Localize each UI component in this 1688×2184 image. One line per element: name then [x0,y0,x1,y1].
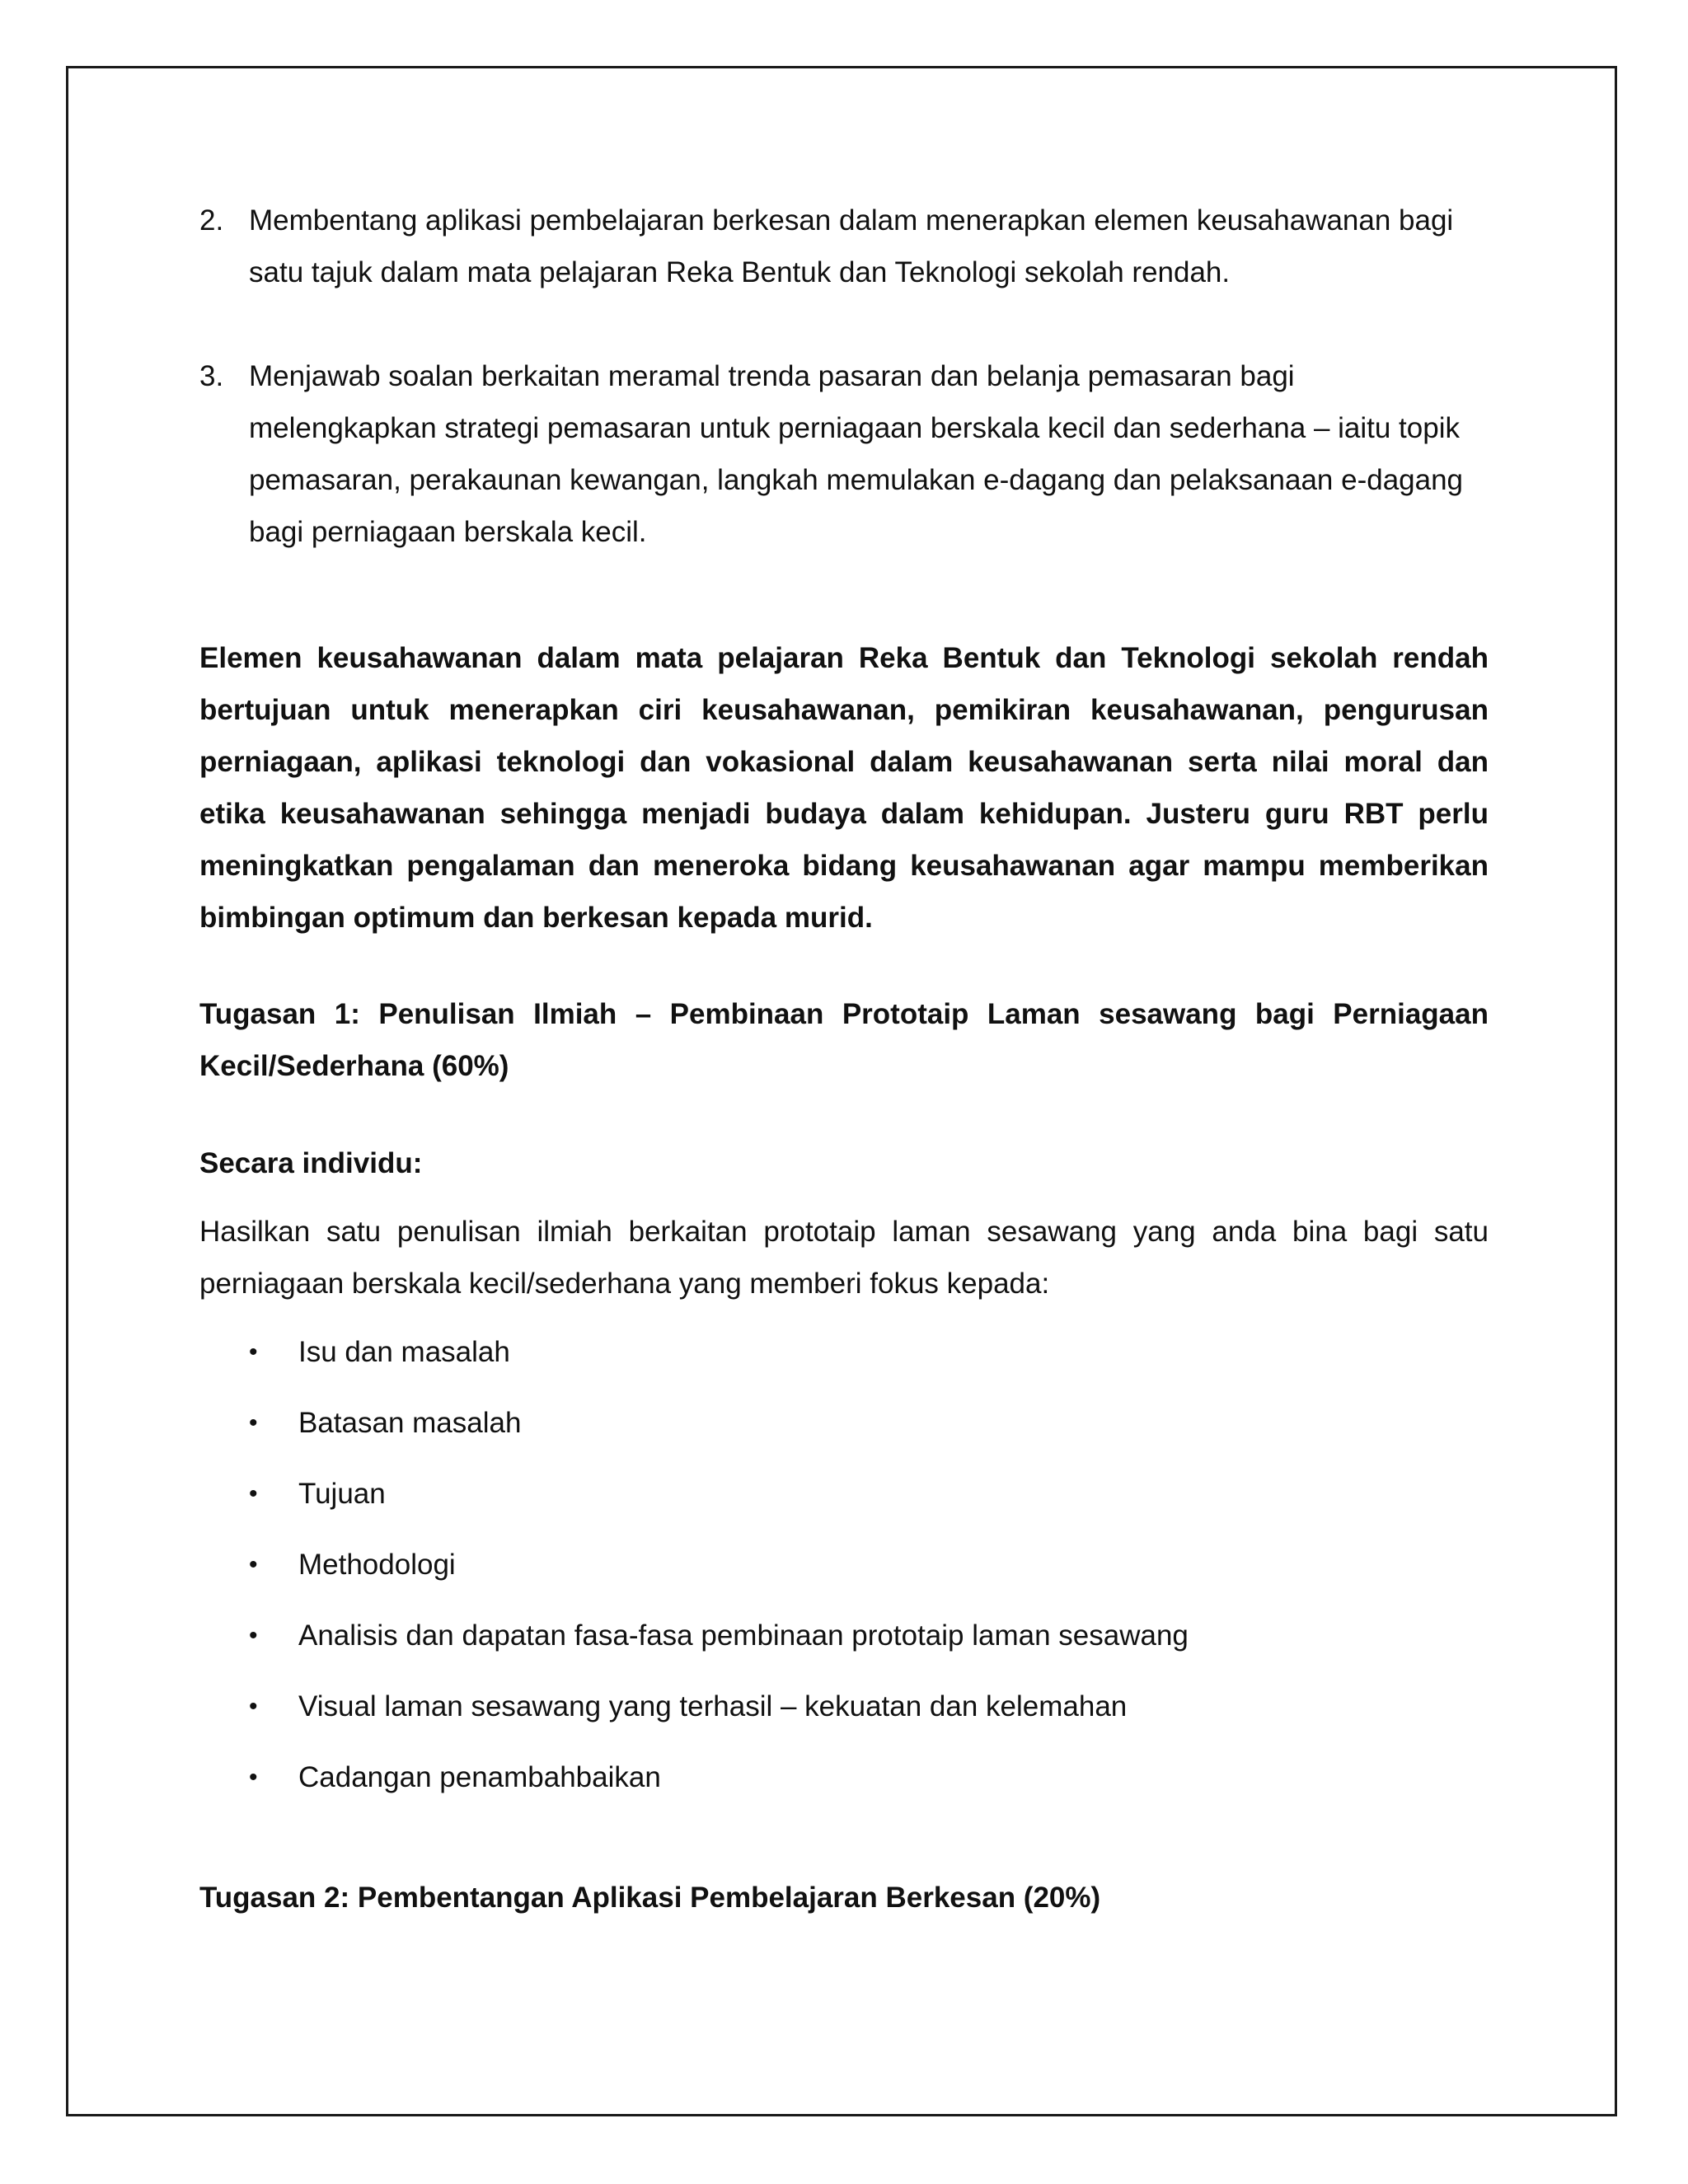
bullet-icon: • [249,1622,258,1649]
list-number: 2. [199,204,224,237]
list-item: • Methodologi [199,1539,1489,1591]
list-item-2 [199,194,1489,298]
document-content [199,194,1489,1924]
list-item-3 [199,350,1489,558]
list-item: • Tujuan [199,1468,1489,1520]
intro-paragraph: Elemen keusahawanan dalam mata pelajaran Reka Bentuk dan Teknologi sekolah rendah bertujuan untuk menerapkan ciri keusahawanan, pemikiran keusahawanan, pengurusan perniagaan, aplikasi teknologi dan vokasional dalam keusahawanan serta nilai moral dan etika keusahawanan sehingga menjadi budaya dalam kehidupan. Justeru guru RBT perlu meningkatkan pengalaman dan meneroka bidang keusahawanan agar mampu memberikan bimbingan optimum dan berkesan kepada murid. [199,642,1489,934]
list-item: • Isu dan masalah [199,1326,1489,1378]
list-text: Menjawab soalan berkaitan meramal trenda pasaran dan belanja pemasaran bagi melengkapkan strategi pemasaran untuk perniagaan berskala kecil dan sederhana – iaitu topik pemasaran, perakaunan kewangan, langkah memulakan e-dagang dan pelaksanaan e-dagang bagi perniagaan berskala kecil. [249,360,1464,548]
bullet-icon: • [249,1764,258,1791]
list-item: • Cadangan penambahbaikan [199,1751,1489,1803]
list-number: 3. [199,360,224,392]
bullet-icon: • [249,1551,258,1578]
task1-bullet-list [199,1326,1489,1803]
list-item: • Visual laman sesawang yang terhasil – kekuatan dan kelemahan [199,1680,1489,1732]
bullet-icon: • [249,1338,258,1366]
list-item: • Batasan masalah [199,1397,1489,1449]
list-item: • Analisis dan dapatan fasa-fasa pembinaan prototaip laman sesawang [199,1610,1489,1661]
bullet-icon: • [249,1480,258,1507]
individual-label: Secara individu: [199,1147,423,1179]
task2-heading: Tugasan 2: Pembentangan Aplikasi Pembelajaran Berkesan (20%) [199,1882,1101,1914]
bullet-icon: • [249,1409,258,1436]
task1-heading: Tugasan 1: Penulisan Ilmiah – Pembinaan Prototaip Laman sesawang bagi Perniagaan Kecil/Sederhana (60%) [199,998,1489,1082]
list-text: Membentang aplikasi pembelajaran berkesan dalam menerapkan elemen keusahawanan bagi satu tajuk dalam mata pelajaran Reka Bentuk dan Teknologi sekolah rendah. [249,204,1454,288]
bullet-icon: • [249,1693,258,1720]
task1-intro: Hasilkan satu penulisan ilmiah berkaitan prototaip laman sesawang yang anda bina bagi satu perniagaan berskala kecil/sederhana yang memberi fokus kepada: [199,1216,1489,1300]
